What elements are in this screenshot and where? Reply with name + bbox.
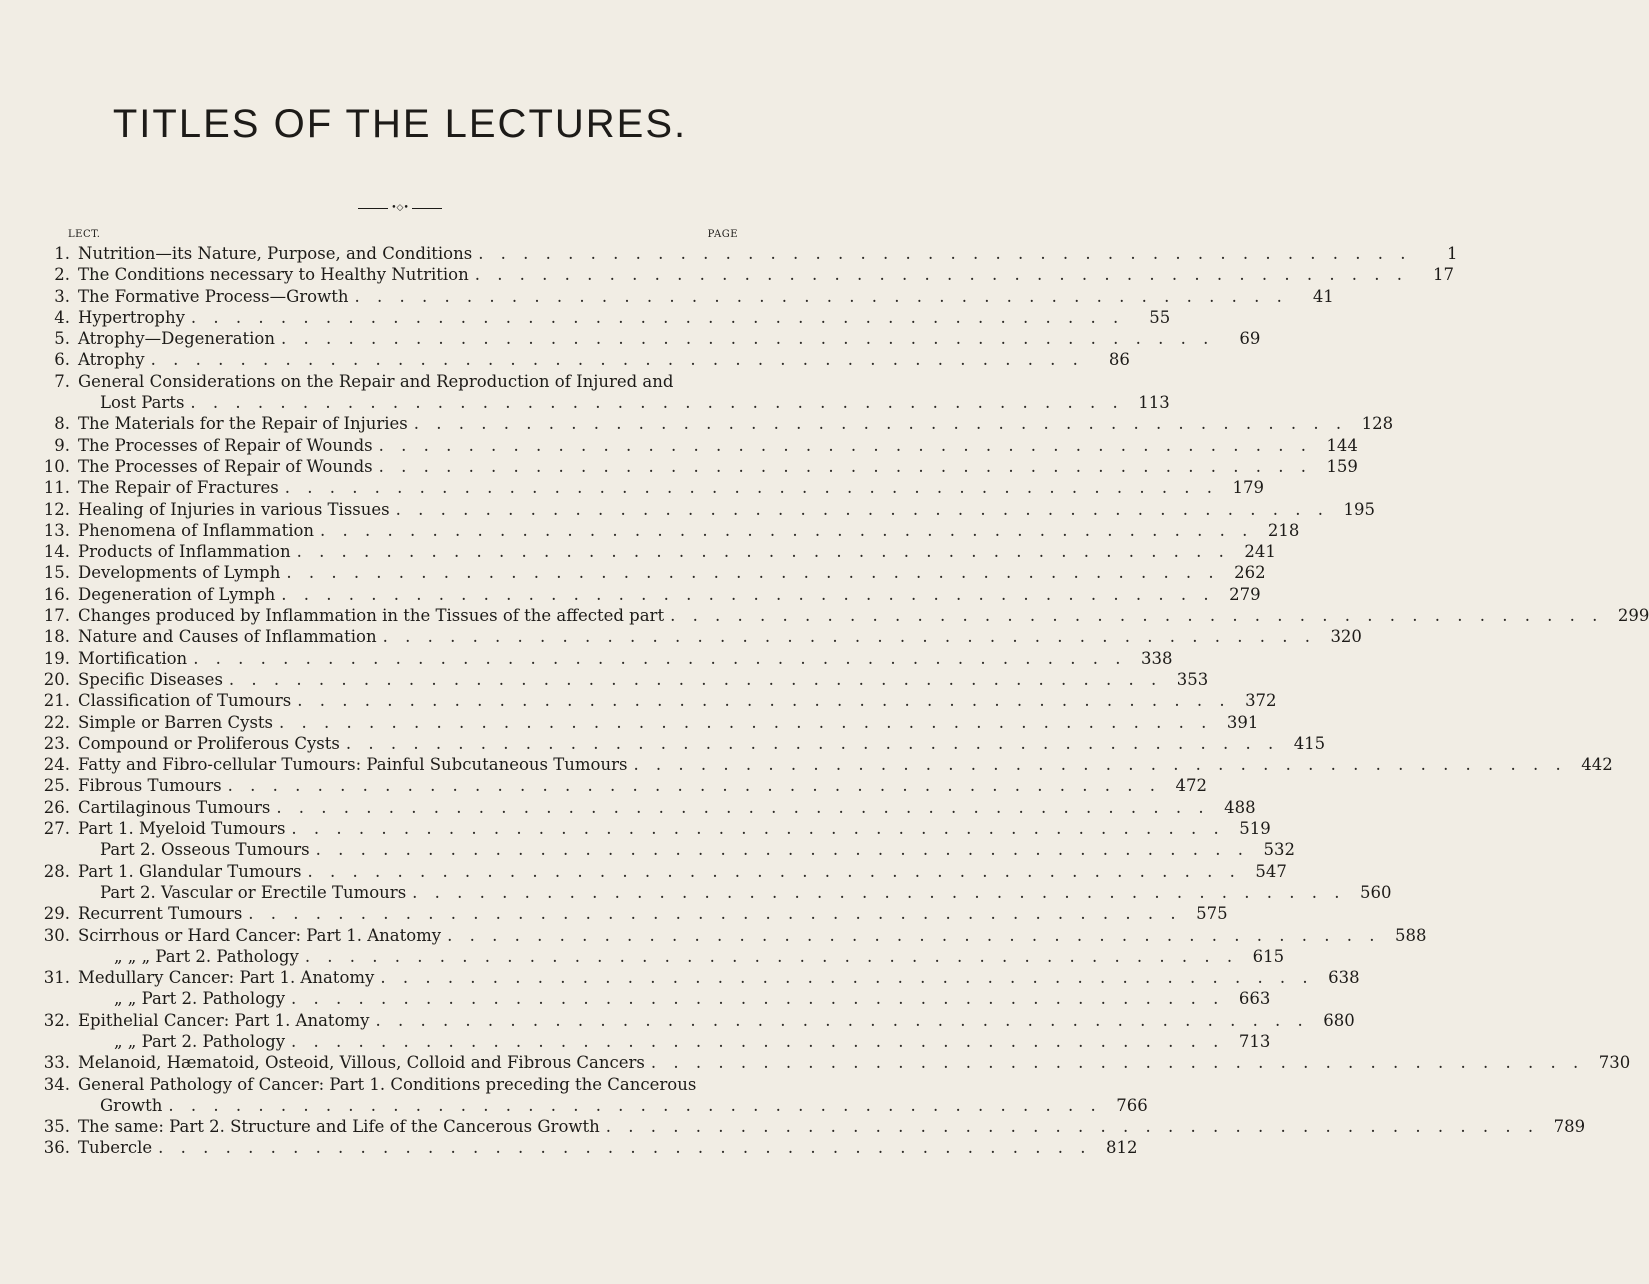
toc-entry (40, 839, 1295, 860)
lecture-title: Degeneration of Lymph (78, 584, 276, 604)
dot-leader: . . . . . . . . . . . . . . . . . . . . . . . . . . . . . . . . . . . . . . . . . . (297, 691, 1231, 711)
toc-entry (40, 1116, 1586, 1137)
lecture-title: Lost Parts (100, 393, 185, 413)
dot-leader: . . . . . . . . . . . . . . . . . . . . . . . . . . . . . . . . . . . . . . . . . . (284, 478, 1219, 498)
page-number: 299 (1617, 606, 1649, 626)
lecture-number: 36. (43, 1138, 70, 1158)
lecture-number: 34. (43, 1074, 70, 1094)
dot-leader: . . . . . . . . . . . . . . . . . . . . . . . . . . . . . . . . . . . . . . . . . . (291, 819, 1225, 839)
dot-leader: . . . . . . . . . . . . . . . . . . . . . . . . . . . . . . . . . . . . . . . . . . (345, 733, 1280, 753)
toc-entry (40, 371, 742, 392)
lecture-title: „ „ „ Part 2. Pathology (114, 946, 299, 966)
toc-entry (40, 456, 1358, 477)
lecture-title: Phenomena of Inflammation (78, 520, 315, 540)
lecture-title: The Conditions necessary to Healthy Nutrition (78, 265, 469, 285)
dot-leader: . . . . . . . . . . . . . . . . . . . . . . . . . . . . . . . . . . . . . . . . . . (291, 989, 1225, 1009)
lecture-title: The Materials for the Repair of Injuries (78, 414, 408, 434)
lecture-title: Healing of Injuries in various Tissues (78, 499, 390, 519)
lecture-title: General Considerations on the Repair and Reproduction of Injured and (78, 371, 674, 391)
dot-leader: . . . . . . . . . . . . . . . . . . . . . . . . . . . . . . . . . . . . . . . . . . (168, 1095, 1102, 1115)
lecture-number: 15. (43, 563, 70, 583)
dot-leader: . . . . . . . . . . . . . . . . . . . . . . . . . . . . . . . . . . . . . . . . . . (150, 350, 1084, 370)
page-number: 17 (1433, 265, 1455, 285)
dot-leader: . . . . . . . . . . . . . . . . . . . . . . . . . . . . . . . . . . . . . . . . . . (190, 307, 1125, 327)
toc-entry (40, 1074, 742, 1095)
lecture-number: 27. (43, 819, 70, 839)
lecture-title: The Formative Process—Growth (78, 286, 349, 306)
toc-entry (40, 818, 1271, 839)
page-number: 560 (1360, 882, 1392, 902)
dot-leader: . . . . . . . . . . . . . . . . . . . . . . . . . . . . . . . . . . . . . . . . . . (276, 797, 1210, 817)
dot-leader: . . . . . . . . . . . . . . . . . . . . . . . . . . . . . . . . . . . . . . . . . . (315, 840, 1249, 860)
page-title: TITLES OF THE LECTURES. (112, 102, 688, 146)
toc-entry (40, 925, 1427, 946)
lecture-number: 24. (43, 755, 70, 775)
page-number: 179 (1232, 478, 1265, 498)
dot-leader: . . . . . . . . . . . . . . . . . . . . . . . . . . . . . . . . . . . . . . . . . . (447, 925, 1381, 945)
lecture-number: 23. (43, 733, 70, 753)
toc-entry (40, 967, 1360, 988)
toc-entry (40, 946, 1285, 967)
lecture-title: Epithelial Cancer: Part 1. Anatomy (78, 1010, 370, 1030)
dot-leader: . . . . . . . . . . . . . . . . . . . . . . . . . . . . . . . . . . . . . . . . . . (227, 776, 1161, 796)
page-number: 159 (1326, 456, 1358, 476)
page-number: 730 (1598, 1053, 1631, 1073)
toc-entry (40, 349, 1130, 370)
dot-leader: . . . . . . . . . . . . . . . . . . . . . . . . . . . . . . . . . . . . . . . . . . (395, 499, 1329, 519)
page-number: 55 (1149, 307, 1171, 327)
dot-leader: . . . . . . . . . . . . . . . . . . . . . . . . . . . . . . . . . . . . . . . . . . (413, 414, 1348, 434)
dot-leader: . . . . . . . . . . . . . . . . . . . . . . . . . . . . . . . . . . . . . . . . . . (190, 393, 1124, 413)
toc-entry (40, 328, 1261, 349)
lecture-title: Changes produced by Inflammation in the Tissues of the affected part (78, 606, 665, 626)
page-number: 442 (1581, 755, 1613, 775)
page-number: 663 (1238, 989, 1271, 1009)
lecture-title: Fatty and Fibro-cellular Tumours: Painful Subcutaneous Tumours (78, 755, 628, 775)
page-number: 547 (1255, 861, 1287, 881)
page-number: 218 (1267, 520, 1300, 540)
lecture-number: 8. (54, 414, 70, 434)
lecture-number: 3. (54, 286, 70, 306)
lecture-title: Specific Diseases (78, 669, 223, 689)
lecture-title: The Processes of Repair of Wounds (78, 456, 373, 476)
toc-entry (40, 562, 1266, 583)
toc-entry (40, 605, 1649, 626)
lecture-title: Products of Inflammation (78, 542, 291, 562)
toc-entry (40, 584, 1261, 605)
dot-leader: . . . . . . . . . . . . . . . . . . . . . . . . . . . . . . . . . . . . . . . . . . (279, 712, 1213, 732)
lecture-title: General Pathology of Cancer: Part 1. Conditions preceding the Cancerous (78, 1074, 697, 1094)
lecture-title: Part 1. Myeloid Tumours (78, 819, 286, 839)
dot-leader: . . . . . . . . . . . . . . . . . . . . . . . . . . . . . . . . . . . . . . . . . . (375, 1010, 1309, 1030)
lecture-number: 35. (43, 1117, 70, 1137)
lecture-title: Hypertrophy (78, 307, 185, 327)
dot-leader: . . . . . . . . . . . . . . . . . . . . . . . . . . . . . . . . . . . . . . . . . . (307, 861, 1241, 881)
toc-entry (40, 477, 1265, 498)
lecture-title: Recurrent Tumours (78, 904, 243, 924)
toc-entry (40, 648, 1173, 669)
dot-leader: . . . . . . . . . . . . . . . . . . . . . . . . . . . . . . . . . . . . . . . . . . (412, 882, 1346, 902)
dot-leader: . . . . . . . . . . . . . . . . . . . . . . . . . . . . . . . . . . . . . . . . . . (378, 456, 1312, 476)
lecture-title: Compound or Proliferous Cysts (78, 733, 340, 753)
lecture-title: Nutrition—its Nature, Purpose, and Conditions (78, 244, 473, 263)
page-number: 532 (1263, 840, 1295, 860)
lecture-number: 28. (43, 861, 70, 881)
lecture-title: „ „ Part 2. Pathology (114, 989, 286, 1009)
lecture-number: 4. (54, 307, 70, 327)
toc-entry (40, 286, 1334, 307)
page-number: 638 (1328, 968, 1360, 988)
toc-entry (40, 520, 1300, 541)
lecture-title: Atrophy (78, 350, 145, 370)
dot-leader: . . . . . . . . . . . . . . . . . . . . . . . . . . . . . . . . . . . . . . . . . . (281, 584, 1215, 604)
page-number: 488 (1224, 797, 1256, 817)
dot-leader: . . . . . . . . . . . . . . . . . . . . . . . . . . . . . . . . . . . . . . . . . . (304, 946, 1239, 966)
lecture-number: 9. (54, 435, 70, 455)
lecture-number: 21. (43, 691, 70, 711)
lecture-title: Classification of Tumours (78, 691, 292, 711)
dot-leader: . . . . . . . . . . . . . . . . . . . . . . . . . . . . . . . . . . . . . . . . . . (248, 904, 1182, 924)
toc-entry (40, 243, 1458, 264)
lecture-title: Tubercle (78, 1138, 153, 1158)
page-number: 766 (1116, 1095, 1148, 1115)
lecture-number: 29. (43, 904, 70, 924)
dot-leader: . . . . . . . . . . . . . . . . . . . . . . . . . . . . . . . . . . . . . . . . . . (228, 669, 1163, 689)
lecture-number: 20. (43, 669, 70, 689)
page-number: 113 (1138, 393, 1170, 413)
lecture-number: 13. (43, 520, 70, 540)
page-number: 615 (1252, 946, 1285, 966)
toc-entry (40, 392, 1170, 413)
page-number: 195 (1343, 499, 1375, 519)
toc-entry (40, 413, 1394, 434)
dot-leader: . . . . . . . . . . . . . . . . . . . . . . . . . . . . . . . . . . . . . . . . . . (478, 244, 1412, 263)
lecture-title: Atrophy—Degeneration (78, 329, 275, 349)
lecture-number: 18. (43, 627, 70, 647)
lecture-number: 1. (54, 244, 70, 263)
page-number: 279 (1229, 584, 1261, 604)
lecture-title: Part 2. Vascular or Erectile Tumours (100, 882, 407, 902)
lecture-number: 7. (54, 371, 70, 391)
dot-leader: . . . . . . . . . . . . . . . . . . . . . . . . . . . . . . . . . . . . . . . . . . (605, 1117, 1540, 1137)
toc-entry (40, 733, 1326, 754)
lecture-title: Scirrhous or Hard Cancer: Part 1. Anatomy (78, 925, 442, 945)
lecture-title: The Processes of Repair of Wounds (78, 435, 373, 455)
dot-leader: . . . . . . . . . . . . . . . . . . . . . . . . . . . . . . . . . . . . . . . . . . (670, 606, 1604, 626)
toc-entry (40, 1095, 1148, 1116)
toc-entry (40, 775, 1207, 796)
page-number: 575 (1196, 904, 1228, 924)
dot-leader: . . . . . . . . . . . . . . . . . . . . . . . . . . . . . . . . . . . . . . . . . . (650, 1053, 1585, 1073)
table-of-contents (40, 243, 1649, 1159)
lecture-number: 33. (43, 1053, 70, 1073)
lecture-number: 10. (43, 456, 70, 476)
lecture-number: 17. (43, 606, 70, 626)
page-number: 680 (1323, 1010, 1355, 1030)
page-number: 372 (1245, 691, 1277, 711)
dot-leader: . . . . . . . . . . . . . . . . . . . . . . . . . . . . . . . . . . . . . . . . . . (474, 265, 1409, 285)
lecture-title: Melanoid, Hæmatoid, Osteoid, Villous, Colloid and Fibrous Cancers (78, 1053, 645, 1073)
lecture-number: 25. (43, 776, 70, 796)
page-number: 789 (1553, 1117, 1586, 1137)
lecture-title: „ „ Part 2. Pathology (114, 1031, 286, 1051)
toc-entry (40, 1031, 1271, 1052)
toc-entry (40, 1010, 1355, 1031)
toc-entry (40, 882, 1392, 903)
lecture-title: Part 1. Glandular Tumours (78, 861, 302, 881)
lecture-column-header: LECT. (68, 229, 101, 240)
lecture-title: Medullary Cancer: Part 1. Anatomy (78, 968, 375, 988)
toc-entry (40, 1052, 1631, 1073)
page-number: 338 (1141, 648, 1173, 668)
lecture-number: 30. (43, 925, 70, 945)
page-number: 353 (1176, 669, 1209, 689)
lecture-title: The Repair of Fractures (78, 478, 279, 498)
dot-leader: . . . . . . . . . . . . . . . . . . . . . . . . . . . . . . . . . . . . . . . . . . (193, 648, 1127, 668)
toc-entry (40, 669, 1209, 690)
lecture-number: 16. (43, 584, 70, 604)
lecture-number: 2. (54, 265, 70, 285)
toc-entry (40, 690, 1277, 711)
toc-entry (40, 861, 1287, 882)
dot-leader: . . . . . . . . . . . . . . . . . . . . . . . . . . . . . . . . . . . . . . . . . . (286, 563, 1220, 583)
dot-leader: . . . . . . . . . . . . . . . . . . . . . . . . . . . . . . . . . . . . . . . . . . (382, 627, 1316, 647)
dot-leader: . . . . . . . . . . . . . . . . . . . . . . . . . . . . . . . . . . . . . . . . . . (380, 968, 1314, 988)
page-column-header: PAGE (707, 229, 738, 240)
page-number: 472 (1175, 776, 1207, 796)
dot-leader: . . . . . . . . . . . . . . . . . . . . . . . . . . . . . . . . . . . . . . . . . . (378, 435, 1312, 455)
lecture-number: 31. (43, 968, 70, 988)
dot-leader: . . . . . . . . . . . . . . . . . . . . . . . . . . . . . . . . . . . . . . . . . . (320, 520, 1254, 540)
toc-entry (40, 754, 1613, 775)
lecture-number: 5. (54, 329, 70, 349)
page-number: 41 (1312, 286, 1334, 306)
lecture-number: 22. (43, 712, 70, 732)
lecture-number: 6. (54, 350, 70, 370)
lecture-number: 12. (43, 499, 70, 519)
toc-entry (40, 264, 1455, 285)
lecture-title: Cartilaginous Tumours (78, 797, 271, 817)
page-number: 144 (1326, 435, 1358, 455)
toc-entry (40, 797, 1256, 818)
dot-leader: . . . . . . . . . . . . . . . . . . . . . . . . . . . . . . . . . . . . . . . . . . (281, 329, 1215, 349)
toc-entry (40, 988, 1271, 1009)
lecture-number: 11. (43, 478, 70, 498)
lecture-title: Developments of Lymph (78, 563, 281, 583)
page-number: 69 (1239, 329, 1261, 349)
lecture-title: Nature and Causes of Inflammation (78, 627, 377, 647)
dot-leader: . . . . . . . . . . . . . . . . . . . . . . . . . . . . . . . . . . . . . . . . . . (354, 286, 1288, 306)
lecture-number: 26. (43, 797, 70, 817)
lecture-title: Simple or Barren Cysts (78, 712, 274, 732)
toc-entry (40, 903, 1228, 924)
title-ornament: •◇• (350, 203, 450, 213)
page-number: 241 (1244, 542, 1276, 562)
lecture-number: 32. (43, 1010, 70, 1030)
lecture-title: The same: Part 2. Structure and Life of the Cancerous Growth (78, 1117, 600, 1137)
lecture-title: Fibrous Tumours (78, 776, 222, 796)
toc-entry (40, 1137, 1138, 1158)
toc-entry (40, 626, 1362, 647)
page-number: 812 (1105, 1138, 1138, 1158)
page-number: 713 (1238, 1031, 1271, 1051)
toc-entry (40, 499, 1375, 520)
dot-leader: . . . . . . . . . . . . . . . . . . . . . . . . . . . . . . . . . . . . . . . . . . (296, 542, 1230, 562)
page-number: 262 (1234, 563, 1266, 583)
page-number: 320 (1330, 627, 1362, 647)
page-number: 86 (1108, 350, 1130, 370)
toc-entry (40, 435, 1358, 456)
lecture-title: Part 2. Osseous Tumours (100, 840, 310, 860)
page-number: 391 (1226, 712, 1259, 732)
toc-entry (40, 307, 1171, 328)
dot-leader: . . . . . . . . . . . . . . . . . . . . . . . . . . . . . . . . . . . . . . . . . . (291, 1031, 1225, 1051)
page-number: 128 (1361, 414, 1394, 434)
page-number: 588 (1394, 925, 1427, 945)
lecture-number: 19. (43, 648, 70, 668)
lecture-title: Growth (100, 1095, 163, 1115)
toc-entry (40, 712, 1259, 733)
lecture-number: 14. (43, 542, 70, 562)
page-number: 1 (1447, 244, 1458, 263)
lecture-title: Mortification (78, 648, 188, 668)
dot-leader: . . . . . . . . . . . . . . . . . . . . . . . . . . . . . . . . . . . . . . . . . . (158, 1138, 1092, 1158)
page-number: 519 (1239, 819, 1271, 839)
toc-entry (40, 541, 1276, 562)
page-number: 415 (1293, 733, 1326, 753)
dot-leader: . . . . . . . . . . . . . . . . . . . . . . . . . . . . . . . . . . . . . . . . . . (633, 755, 1567, 775)
